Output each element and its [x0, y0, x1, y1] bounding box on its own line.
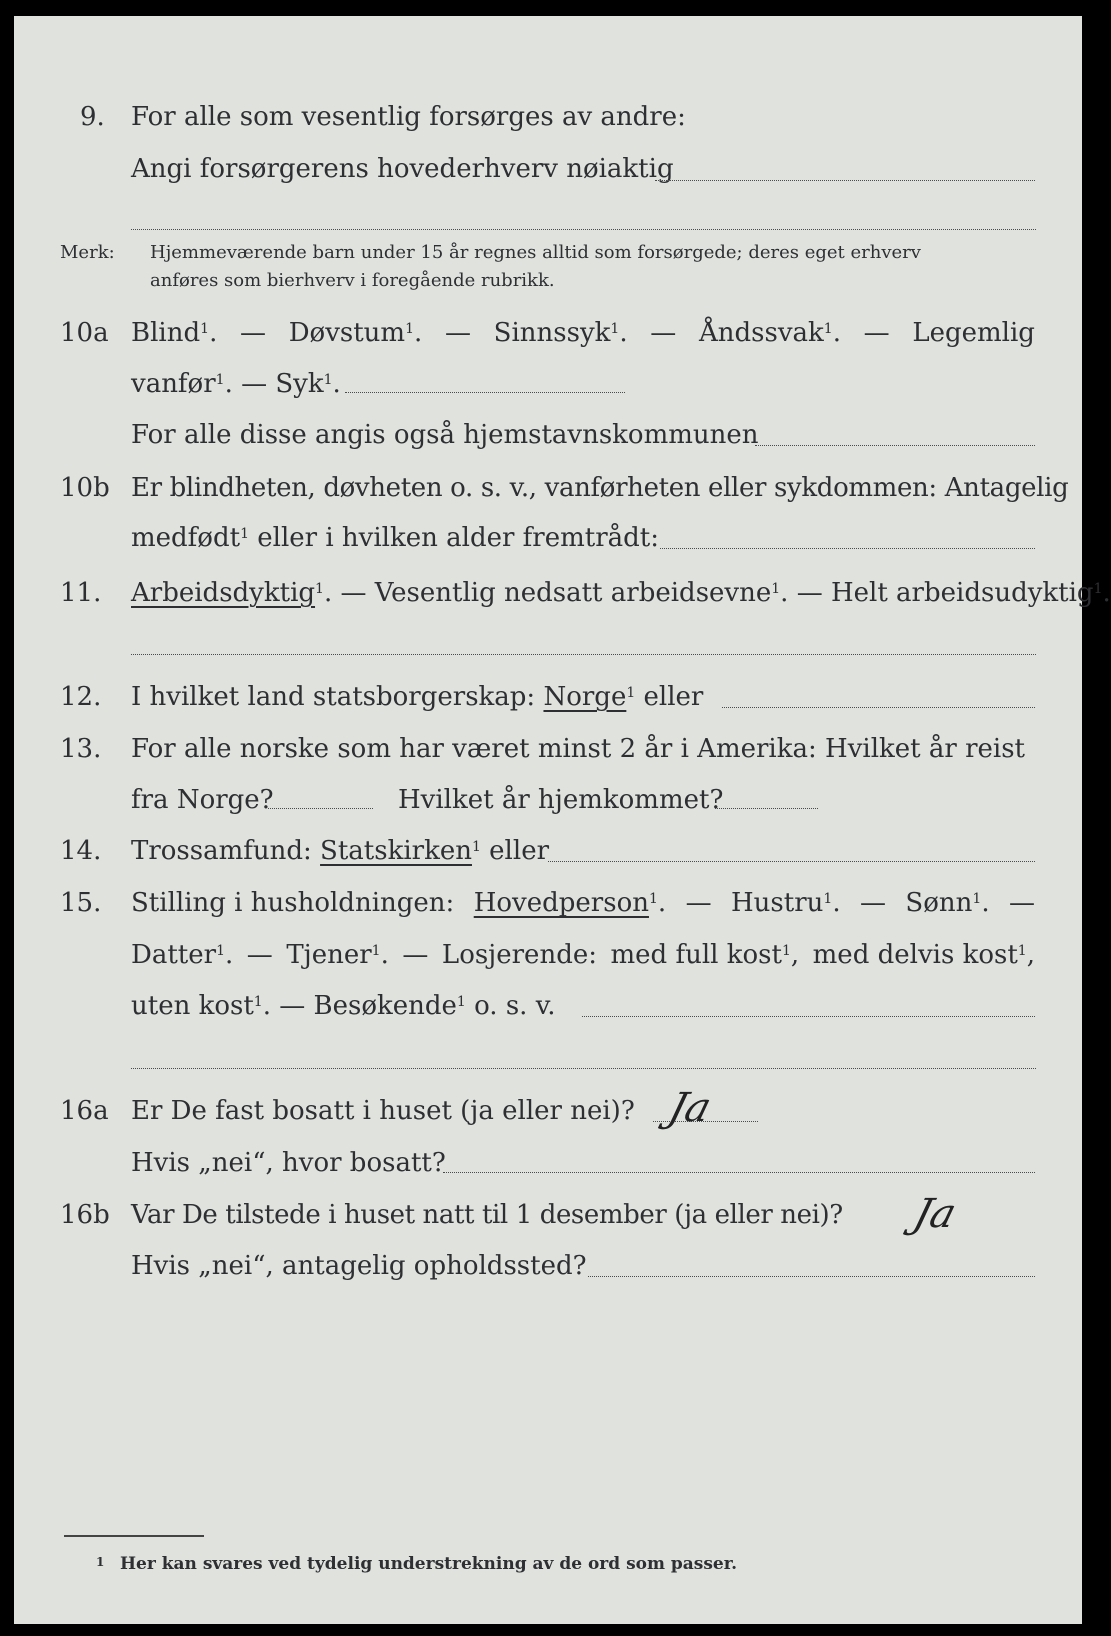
q11-selected-option[interactable]: Arbeidsdyktig: [131, 578, 316, 608]
q16b-number: 16b: [60, 1200, 110, 1230]
q13-reist-line[interactable]: [268, 808, 373, 809]
footnote-mark: 1: [96, 1555, 105, 1569]
q15-line2: Datter$^1$. — Tjener$^1$. — Losjerende: med full kost$^1$, med delvis kost$^1$,: [131, 940, 1035, 970]
q16a-number: 16a: [60, 1096, 109, 1126]
q10a-line2: vanfør$^1$. — Syk$^1$.: [131, 369, 341, 399]
q16a-line1: Er De fast bosatt i huset (ja eller nei)?: [131, 1096, 635, 1126]
q13-hjemkommet-line[interactable]: [715, 808, 818, 809]
q16a-bosatt-line[interactable]: [443, 1172, 1035, 1173]
q9-number: 9.: [80, 102, 105, 132]
q9-line2: Angi forsørgerens hovederhverv nøiaktig: [131, 154, 674, 184]
q15-number: 15.: [60, 888, 102, 918]
q13-part1: fra Norge?: [131, 785, 274, 815]
q16a-handwritten-answer: Ja: [663, 1085, 717, 1131]
q13-number: 13.: [60, 734, 102, 764]
q10b-line2: medfødt$^1$ eller i hvilken alder fremtrådt:: [131, 523, 660, 553]
q12-line: I hvilket land statsborgerskap: Norge$^1$ eller: [131, 682, 704, 712]
merk-line1: Hjemmeværende barn under 15 år regnes alltid som forsørgede; deres eget erhverv: [150, 242, 921, 263]
q15-line1: Stilling i husholdningen: Hovedperson$^1$. — Hustru$^1$. — Sønn$^1$. —: [131, 888, 1035, 918]
q10b-line1: Er blindheten, døvheten o. s. v., vanførheten eller sykdommen: Antagelig: [131, 473, 1069, 503]
q14-selected-option[interactable]: Statskirken: [320, 836, 472, 866]
q14-answer-line[interactable]: [548, 861, 1035, 862]
q10a-syk-line[interactable]: [345, 392, 625, 393]
q10b-number: 10b: [60, 473, 110, 503]
q10a-line3: For alle disse angis også hjemstavnskommunen: [131, 420, 759, 450]
q15-line3: uten kost$^1$. — Besøkende$^1$ o. s. v.: [131, 991, 556, 1021]
q12-answer-line[interactable]: [722, 707, 1035, 708]
q10a-hjemstavn-line[interactable]: [755, 445, 1035, 446]
q12-selected-option[interactable]: Norge: [543, 682, 627, 712]
q15-extra-line[interactable]: [131, 1068, 1036, 1069]
q9-extra-line[interactable]: [131, 229, 1036, 230]
q16b-line2: Hvis „nei“, antagelig opholdssted?: [131, 1251, 587, 1281]
q9-line1: For alle som vesentlig forsørges av andre:: [131, 102, 686, 132]
q11-extra-line[interactable]: [131, 654, 1036, 655]
q16b-opholdssted-line[interactable]: [588, 1276, 1035, 1277]
q15-selected-option[interactable]: Hovedperson: [473, 888, 649, 918]
q13-part2: Hvilket år hjemkommet?: [398, 785, 724, 815]
q9-answer-line[interactable]: [655, 180, 1035, 181]
q14-line: Trossamfund: Statskirken$^1$ eller: [131, 836, 550, 866]
q10a-number: 10a: [60, 318, 109, 348]
q16b-handwritten-answer: Ja: [908, 1191, 962, 1237]
q12-number: 12.: [60, 682, 102, 712]
q15-answer-line[interactable]: [582, 1016, 1035, 1017]
q16b-line1: Var De tilstede i huset natt til 1 desember (ja eller nei)?: [131, 1200, 843, 1230]
q14-number: 14.: [60, 836, 102, 866]
footnote-rule: [64, 1535, 204, 1537]
footnote-text: Her kan svares ved tydelig understrekning av de ord som passer.: [120, 1554, 738, 1574]
q16a-line2: Hvis „nei“, hvor bosatt?: [131, 1148, 446, 1178]
q11-number: 11.: [60, 578, 102, 608]
q11-line: Arbeidsdyktig$^1$. — Vesentlig nedsatt arbeidsevne$^1$. — Helt arbeidsudyktig$^1$.: [131, 578, 1111, 608]
q13-line1: For alle norske som har været minst 2 år i Amerika: Hvilket år reist: [131, 734, 1025, 764]
merk-label: Merk:: [60, 242, 115, 263]
q10b-answer-line[interactable]: [660, 548, 1035, 549]
merk-line2: anføres som bierhverv i foregående rubrikk.: [150, 270, 555, 291]
q10a-line1: Blind$^1$. — Døvstum$^1$. — Sinnssyk$^1$. — Åndssvak$^1$. — Legemlig: [131, 318, 1035, 348]
